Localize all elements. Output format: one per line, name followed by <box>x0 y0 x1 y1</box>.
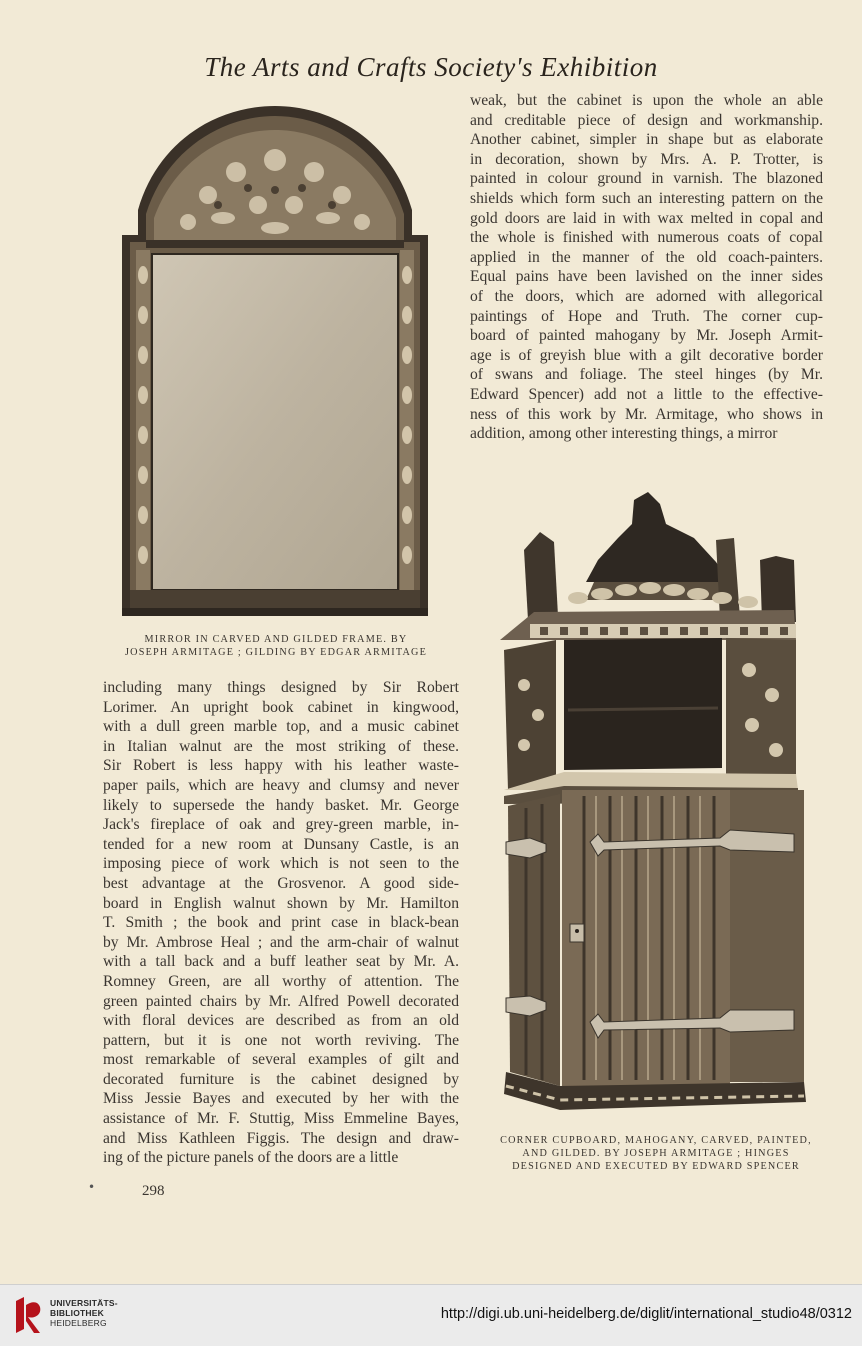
text-line: gold doors are laid in with wax melted in copal and <box>470 209 823 227</box>
text-line: most remarkable of several examples of gilt and <box>103 1051 459 1069</box>
text-line: Another cabinet, simpler in shape but as elaborate <box>470 131 823 149</box>
library-name <box>50 1298 118 1328</box>
caption-line: JOSEPH ARMITAGE ; GILDING BY EDGAR ARMITAGE <box>124 647 427 658</box>
text-line: T. Smith ; the book and print case in black-bean <box>103 914 459 932</box>
caption-line: AND GILDED. BY JOSEPH ARMITAGE ; HINGES <box>522 1148 790 1159</box>
text-line: Lorimer. An upright book cabinet in kingwood, <box>103 698 459 716</box>
caption-mirror <box>108 633 444 659</box>
library-logo-icon[interactable] <box>10 1293 46 1337</box>
text-line: in Italian walnut are the most striking of these. <box>103 737 459 755</box>
running-head: The Arts and Crafts Society's Exhibition <box>204 52 658 82</box>
caption-corner-cupboard <box>490 1134 822 1173</box>
mirror-illustration <box>118 100 432 620</box>
text-line: Miss Jessie Bayes and executed by her with the <box>103 1090 459 1108</box>
text-line: Edward Spencer) add not a little to the effective- <box>470 385 823 403</box>
library-name-line: UNIVERSITÄTS- <box>50 1298 118 1308</box>
library-name-line: BIBLIOTHEK <box>50 1308 104 1318</box>
text-line: pattern, but it is one not worth reviving. The <box>103 1031 459 1049</box>
text-line: in decoration, shown by Mrs. A. P. Trotter, is <box>470 150 823 168</box>
text-line: with a dull green marble top, and a music cabinet <box>103 718 459 736</box>
text-line: of the doors, which are adorned with allegorical <box>470 287 823 305</box>
text-line: likely to supersede the handy basket. Mr. George <box>103 796 459 814</box>
text-column-top-right <box>470 91 823 444</box>
caption-line: CORNER CUPBOARD, MAHOGANY, CARVED, PAINTED, <box>500 1135 812 1146</box>
page-number: 298 <box>142 1183 165 1199</box>
permalink-url[interactable]: http://digi.ub.uni-heidelberg.de/diglit/international_studio48/0312 <box>440 1306 852 1322</box>
text-line: with floral devices are described as from an old <box>103 1012 459 1030</box>
text-line: shields which form such an interesting pattern on the <box>470 189 823 207</box>
text-line: with a tall back and a buff leather seat by Mr. A. <box>103 953 459 971</box>
margin-dot: • <box>88 1180 96 1194</box>
text-line: board of painted mahogany by Mr. Joseph Armit- <box>470 327 823 345</box>
text-line: paper pails, which are heavy and clumsy and never <box>103 776 459 794</box>
text-line: ing of the picture panels of the doors are a little <box>103 1149 399 1167</box>
text-line: Sir Robert is less happy with his leather waste- <box>103 757 459 775</box>
text-line: best advantage at the Grosvenor. A good side- <box>103 874 459 892</box>
text-line: Equal pains have been lavished on the inner sides <box>470 268 823 286</box>
text-line: Romney Green, are all worthy of attention. The <box>103 972 459 990</box>
library-name-line: HEIDELBERG <box>50 1318 107 1328</box>
text-line: tended for a new room at Dunsany Castle, is an <box>103 835 459 853</box>
text-line: paintings of Hope and Truth. The corner cup- <box>470 307 823 325</box>
caption-line: MIRROR IN CARVED AND GILDED FRAME. BY <box>144 634 408 645</box>
text-line: decorated furniture is the cabinet designed by <box>103 1070 459 1088</box>
text-line: green painted chairs by Mr. Alfred Powell decorated <box>103 992 459 1010</box>
text-line: the whole is finished with numerous coats of copal <box>470 229 823 247</box>
text-line: weak, but the cabinet is upon the whole an able <box>470 92 823 109</box>
text-line: imposing piece of work which is not seen to the <box>103 855 459 873</box>
text-line: age is of greyish blue with a gilt decorative border <box>470 346 823 364</box>
text-column-bottom-left <box>103 678 459 1168</box>
text-line: by Mr. Ambrose Heal ; and the arm-chair of walnut <box>103 933 459 951</box>
viewer-footer <box>0 1284 862 1346</box>
corner-cupboard-illustration <box>494 490 812 1120</box>
text-line: and creditable piece of design and workmanship. <box>470 111 823 129</box>
text-line: addition, among other interesting things, a mirror <box>470 425 778 443</box>
text-line: and Miss Kathleen Figgis. The design and draw- <box>103 1129 459 1147</box>
caption-line: DESIGNED AND EXECUTED BY EDWARD SPENCER <box>512 1161 800 1172</box>
text-line: board in English walnut shown by Mr. Hamilton <box>103 894 459 912</box>
text-line: including many things designed by Sir Robert <box>103 679 459 696</box>
text-line: ness of this work by Mr. Armitage, who shows in <box>470 405 823 423</box>
text-line: Jack's fireplace of oak and grey-green marble, in- <box>103 816 459 834</box>
text-line: of swans and foliage. The steel hinges (by Mr. <box>470 366 823 384</box>
text-line: applied in the manner of the old coach-painters. <box>470 248 823 266</box>
text-line: painted in colour ground in varnish. The blazoned <box>470 170 823 188</box>
text-line: assistance of Mr. F. Stuttig, Miss Emmeline Bayes, <box>103 1110 459 1128</box>
